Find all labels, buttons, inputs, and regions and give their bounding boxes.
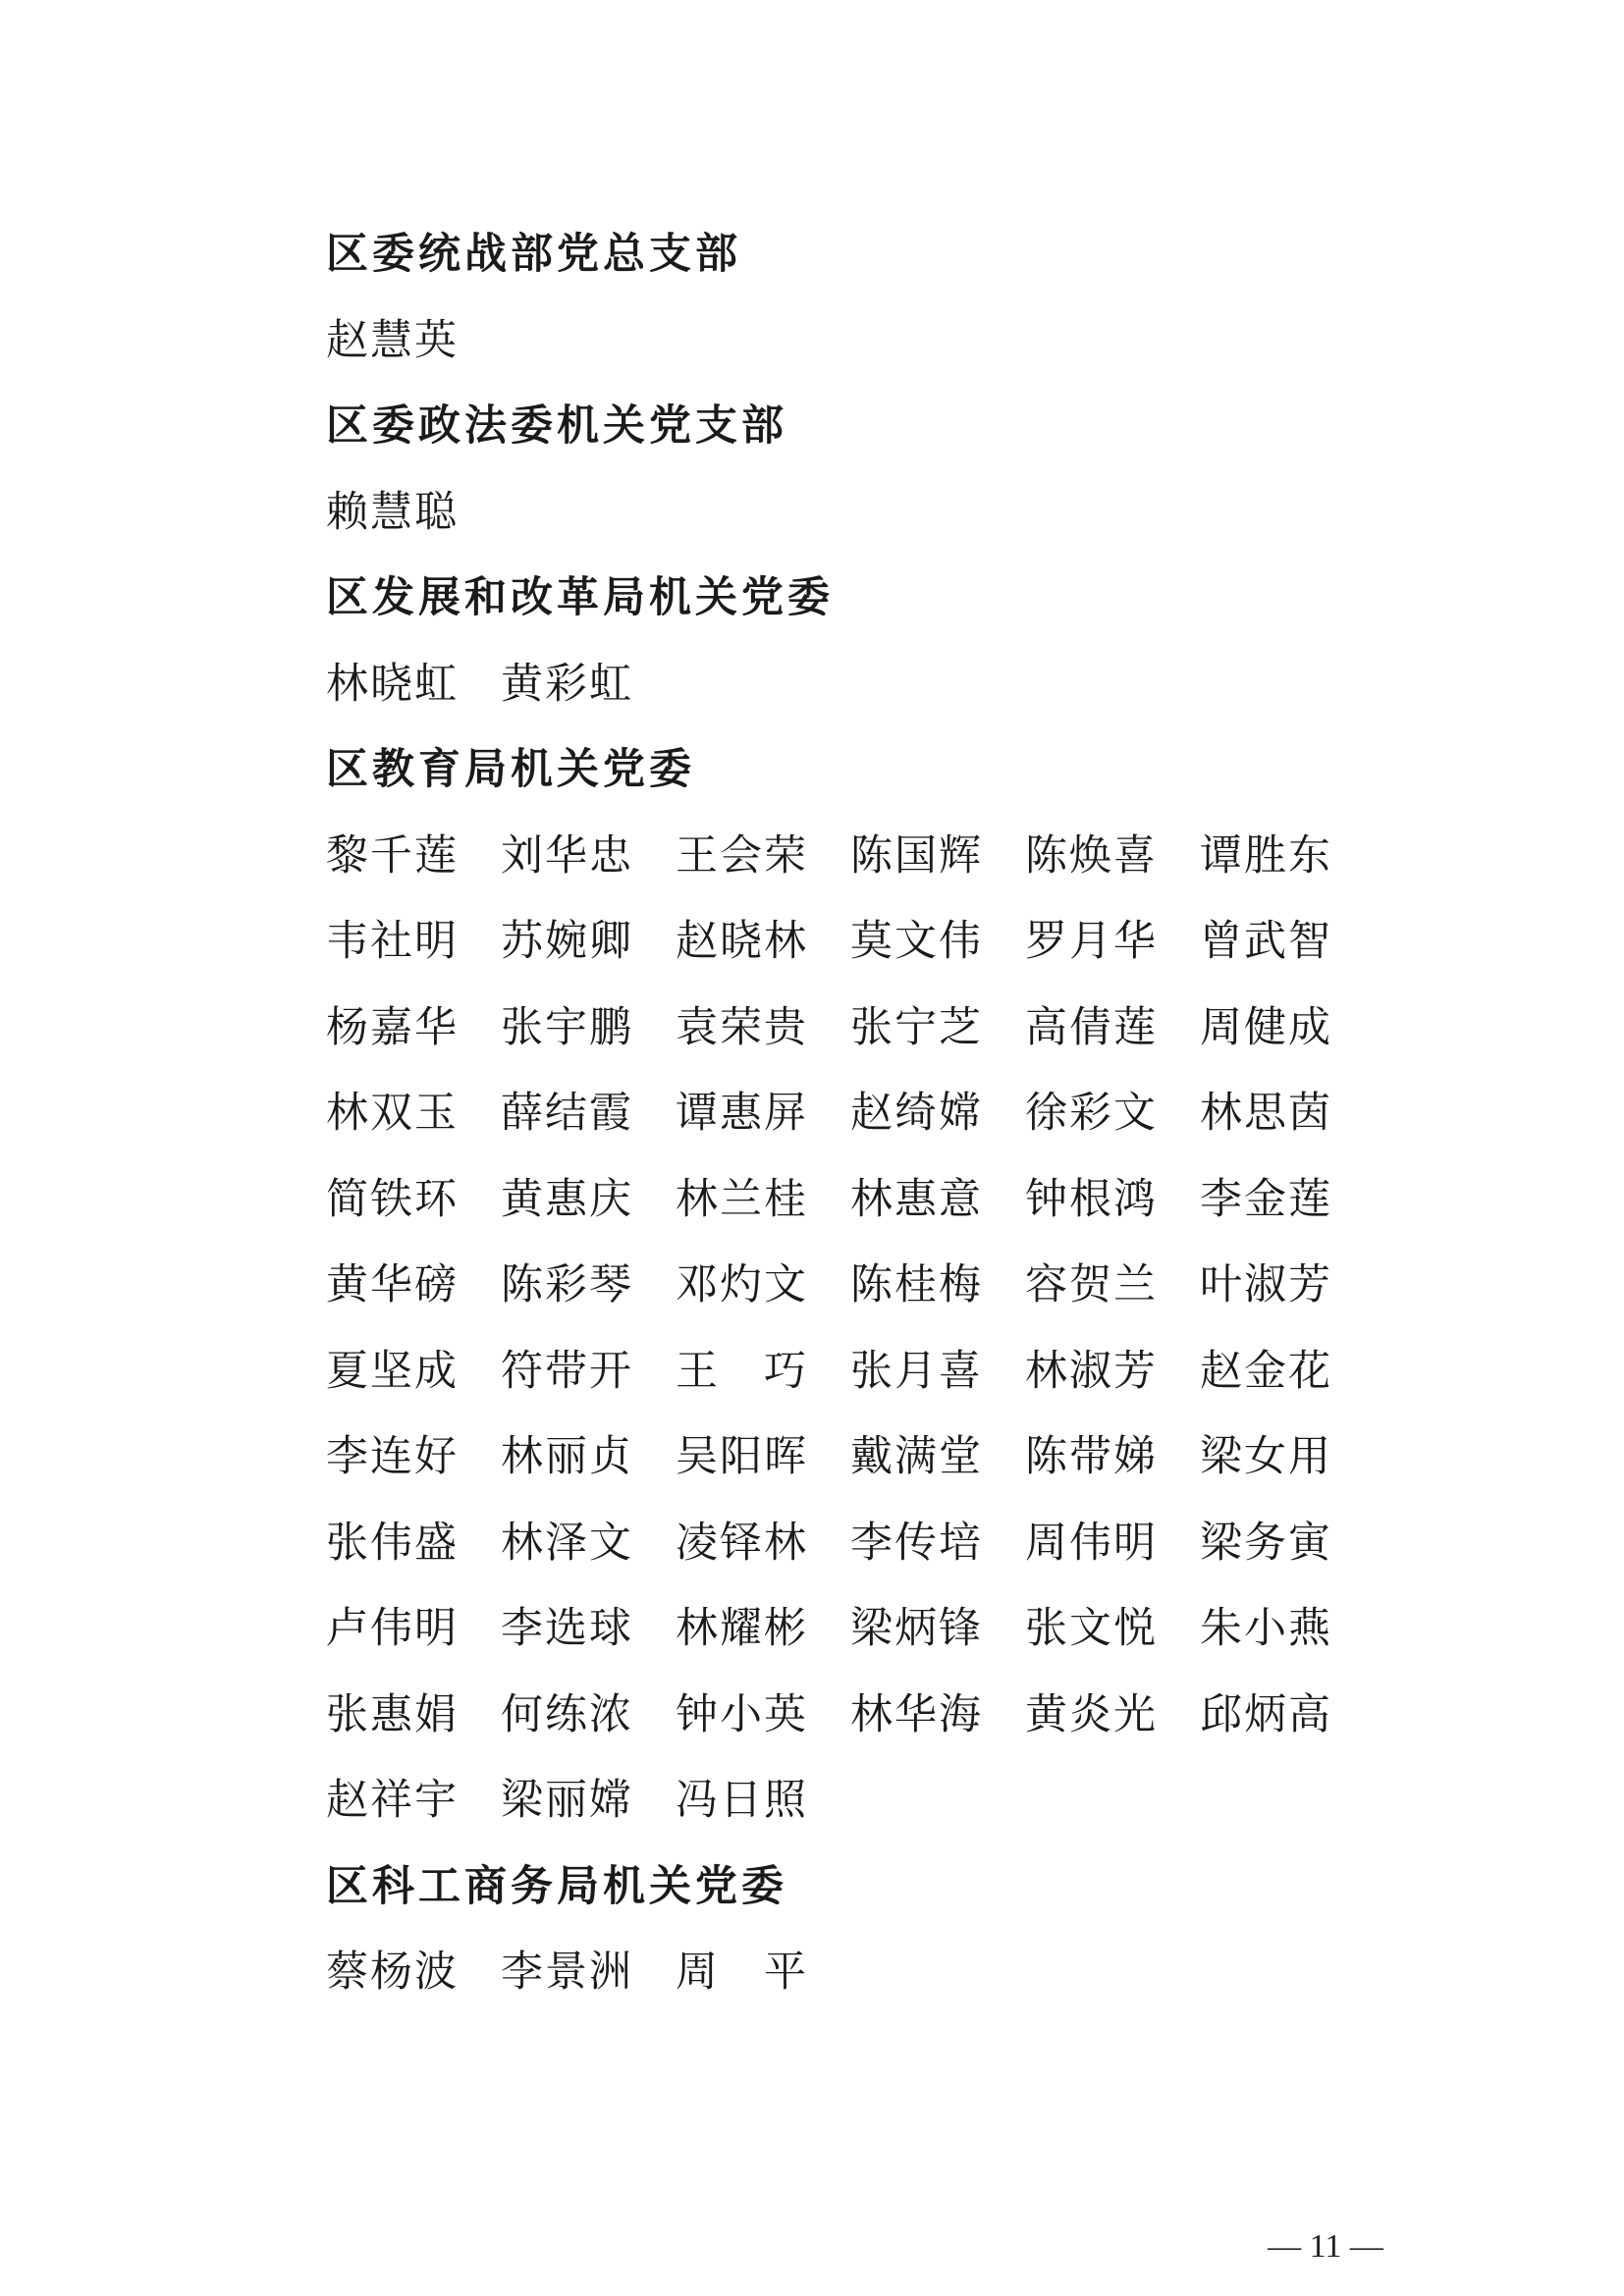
- person-name: 梁务寅: [1200, 1518, 1332, 1568]
- name-row: [326, 294, 1367, 381]
- person-name: 徐彩文: [1025, 1089, 1158, 1139]
- person-name: 夏坚成: [326, 1346, 459, 1396]
- person-name: 邱炳高: [1200, 1689, 1332, 1739]
- person-name: 简铁环: [326, 1174, 459, 1224]
- person-name: 戴满堂: [850, 1432, 983, 1482]
- name-row: [326, 1754, 1367, 1841]
- section-heading: 区发展和改革局机关党委: [326, 573, 834, 623]
- person-name: 邓灼文: [676, 1260, 808, 1310]
- person-name: 谭惠屏: [676, 1089, 808, 1139]
- person-name: 朱小燕: [1200, 1604, 1332, 1654]
- person-name: 林双玉: [326, 1089, 459, 1139]
- person-name: 张惠娟: [326, 1689, 459, 1739]
- person-name: 叶淑芳: [1200, 1260, 1332, 1310]
- person-name: 李传培: [850, 1518, 983, 1568]
- person-name: 苏婉卿: [501, 917, 633, 967]
- person-name: 林华海: [850, 1689, 983, 1739]
- person-name: 容贺兰: [1025, 1260, 1158, 1310]
- person-name: 陈国辉: [850, 830, 983, 881]
- person-name: 冯日照: [676, 1776, 808, 1826]
- section-heading: 区教育局机关党委: [326, 745, 695, 795]
- person-name: 袁荣贵: [676, 1002, 808, 1052]
- person-name: 高倩莲: [1025, 1002, 1158, 1052]
- person-name: 钟小英: [676, 1689, 808, 1739]
- person-name: 李选球: [501, 1604, 633, 1654]
- person-name: 黎千莲: [326, 830, 459, 881]
- person-name: 林丽贞: [501, 1432, 633, 1482]
- person-name: 赵晓林: [676, 917, 808, 967]
- section-heading: 区科工商务局机关党委: [326, 1861, 787, 1911]
- person-name: 梁丽嫦: [501, 1776, 633, 1826]
- name-row: [326, 1239, 1367, 1325]
- person-name: 张文悦: [1025, 1604, 1158, 1654]
- person-name: 罗月华: [1025, 917, 1158, 967]
- person-name: 薛结霞: [501, 1089, 633, 1139]
- name-row: [326, 1325, 1367, 1412]
- person-name: 林泽文: [501, 1518, 633, 1568]
- person-name: 张宇鹏: [501, 1002, 633, 1052]
- person-name: 符带开: [501, 1346, 633, 1396]
- name-row: [326, 1411, 1367, 1497]
- person-name: 林惠意: [850, 1174, 983, 1224]
- person-name: 周健成: [1200, 1002, 1332, 1052]
- person-name: 赵祥宇: [326, 1776, 459, 1826]
- person-name: 钟根鸿: [1025, 1174, 1158, 1224]
- person-name: 何练浓: [501, 1689, 633, 1739]
- person-name: 莫文伟: [850, 917, 983, 967]
- section-heading: 区委政法委机关党支部: [326, 401, 787, 452]
- name-row: [326, 982, 1367, 1068]
- person-name: 张月喜: [850, 1346, 983, 1396]
- person-name: 陈焕喜: [1025, 830, 1158, 881]
- person-name: 韦社明: [326, 917, 459, 967]
- name-row: [326, 1067, 1367, 1153]
- person-name: 林兰桂: [676, 1174, 808, 1224]
- person-name: 赵金花: [1200, 1346, 1332, 1396]
- person-name: 李金莲: [1200, 1174, 1332, 1224]
- person-name: 周 平: [676, 1948, 808, 1998]
- name-row: [326, 466, 1367, 553]
- name-row: [326, 1926, 1367, 2012]
- document-body: [326, 208, 1367, 2012]
- person-name: 黄彩虹: [501, 659, 633, 709]
- person-name: 曾武智: [1200, 917, 1332, 967]
- name-row: [326, 1582, 1367, 1669]
- person-name: 梁炳锋: [850, 1604, 983, 1654]
- person-name: 黄惠庆: [501, 1174, 633, 1224]
- name-row: [326, 1669, 1367, 1755]
- name-row: [326, 1497, 1367, 1583]
- person-name: 林耀彬: [676, 1604, 808, 1654]
- person-name: 林思茵: [1200, 1089, 1332, 1139]
- person-name: 赵慧英: [326, 315, 459, 365]
- page-number: — 11 —: [1268, 2228, 1383, 2265]
- name-row: [326, 895, 1367, 982]
- name-row: [326, 1153, 1367, 1240]
- person-name: 杨嘉华: [326, 1002, 459, 1052]
- person-name: 卢伟明: [326, 1604, 459, 1654]
- person-name: 张宁芝: [850, 1002, 983, 1052]
- person-name: 赖慧聪: [326, 487, 459, 537]
- person-name: 赵绮嫦: [850, 1089, 983, 1139]
- person-name: 陈桂梅: [850, 1260, 983, 1310]
- person-name: 蔡杨波: [326, 1948, 459, 1998]
- person-name: 梁女用: [1200, 1432, 1332, 1482]
- name-row: [326, 638, 1367, 724]
- person-name: 王 巧: [676, 1346, 808, 1396]
- person-name: 李连好: [326, 1432, 459, 1482]
- name-row: [326, 810, 1367, 896]
- person-name: 凌铎林: [676, 1518, 808, 1568]
- person-name: 刘华忠: [501, 830, 633, 881]
- person-name: 吴阳晖: [676, 1432, 808, 1482]
- person-name: 李景洲: [501, 1948, 633, 1998]
- section-heading: 区委统战部党总支部: [326, 230, 741, 280]
- person-name: 陈彩琴: [501, 1260, 633, 1310]
- person-name: 张伟盛: [326, 1518, 459, 1568]
- person-name: 周伟明: [1025, 1518, 1158, 1568]
- person-name: 谭胜东: [1200, 830, 1332, 881]
- person-name: 陈带娣: [1025, 1432, 1158, 1482]
- person-name: 王会荣: [676, 830, 808, 881]
- person-name: 黄炎光: [1025, 1689, 1158, 1739]
- person-name: 黄华磅: [326, 1260, 459, 1310]
- person-name: 林晓虹: [326, 659, 459, 709]
- person-name: 林淑芳: [1025, 1346, 1158, 1396]
